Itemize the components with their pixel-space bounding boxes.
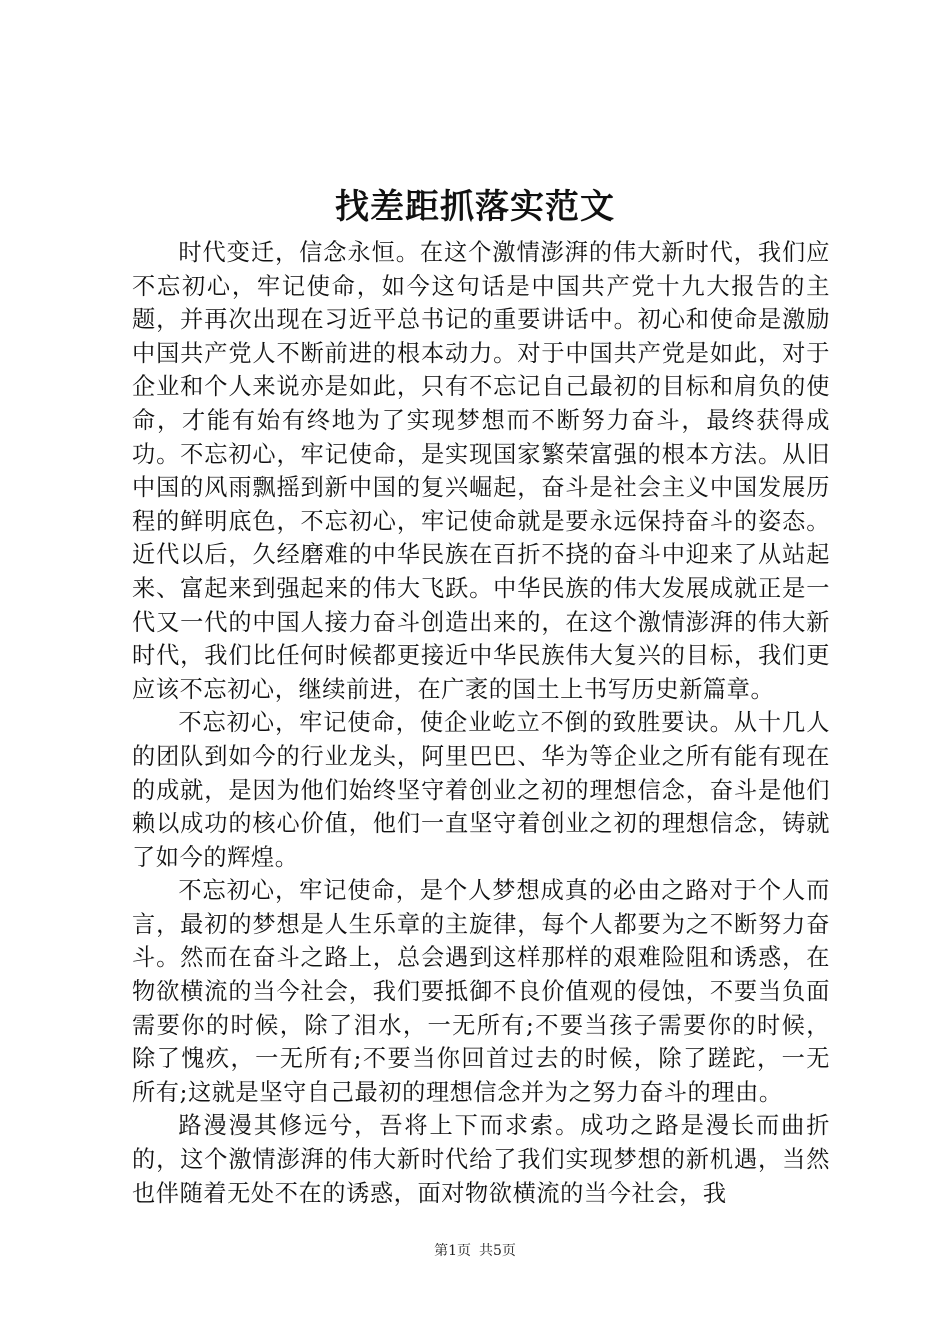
paragraph-3: 不忘初心，牢记使命，是个人梦想成真的必由之路对于个人而言，最初的梦想是人生乐章的主旋律，每个人都要为之不断努力奋斗。然而在奋斗之路上，总会遇到这样那样的艰难险阻和诱惑，在物欲横流的当今社会，我们要抵御不良价值观的侵蚀，不要当负面需要你的时候，除了泪水，一无所有;不要当孩子需要你的时候，除了愧疚，一无所有;不要当你回首过去的时候，除了蹉跎，一无所有;这就是坚守自己最初的理想信念并为之努力奋斗的理由。 — [132, 877, 830, 1106]
paragraph-4: 路漫漫其修远兮，吾将上下而求索。成功之路是漫长而曲折的，这个激情澎湃的伟大新时代给了我们实现梦想的新机遇，当然也伴随着无处不在的诱惑，面对物欲横流的当今社会，我 — [132, 1112, 830, 1207]
page-footer — [0, 1241, 950, 1261]
paragraph-2: 不忘初心，牢记使命，使企业屹立不倒的致胜要诀。从十几人的团队到如今的行业龙头，阿里巴巴、华为等企业之所有能有现在的成就，是因为他们始终坚守着创业之初的理想信念，奋斗是他们赖以成功的核心价值，他们一直坚守着创业之初的理想信念，铸就了如今的辉煌。 — [132, 709, 830, 871]
document-title: 找差距抓落实范文 — [335, 187, 615, 227]
paragraph-1: 时代变迁，信念永恒。在这个激情澎湃的伟大新时代，我们应不忘初心，牢记使命，如今这句话是中国共产党十九大报告的主题，并再次出现在习近平总书记的重要讲话中。初心和使命是激励中国共产党人不断前进的根本动力。对于中国共产党是如此，对于企业和个人来说亦是如此，只有不忘记自己最初的目标和肩负的使命，才能有始有终地为了实现梦想而不断努力奋斗，最终获得成功。不忘初心，牢记使命，是实现国家繁荣富强的根本方法。从旧中国的风雨飘摇到新中国的复兴崛起，奋斗是社会主义中国发展历程的鲜明底色，不忘初心，牢记使命就是要永远保持奋斗的姿态。近代以后，久经磨难的中华民族在百折不挠的奋斗中迎来了从站起来、富起来到强起来的伟大飞跃。中华民族的伟大发展成就正是一代又一代的中国人接力奋斗创造出来的，在这个激情澎湃的伟大新时代，我们比任何时候都更接近中华民族伟大复兴的目标，我们更应该不忘初心，继续前进，在广袤的国土上书写历史新篇章。 — [132, 239, 830, 703]
page-number: 第1页 — [434, 1243, 471, 1259]
page-total: 共5页 — [479, 1243, 516, 1259]
document-body — [132, 236, 830, 1210]
